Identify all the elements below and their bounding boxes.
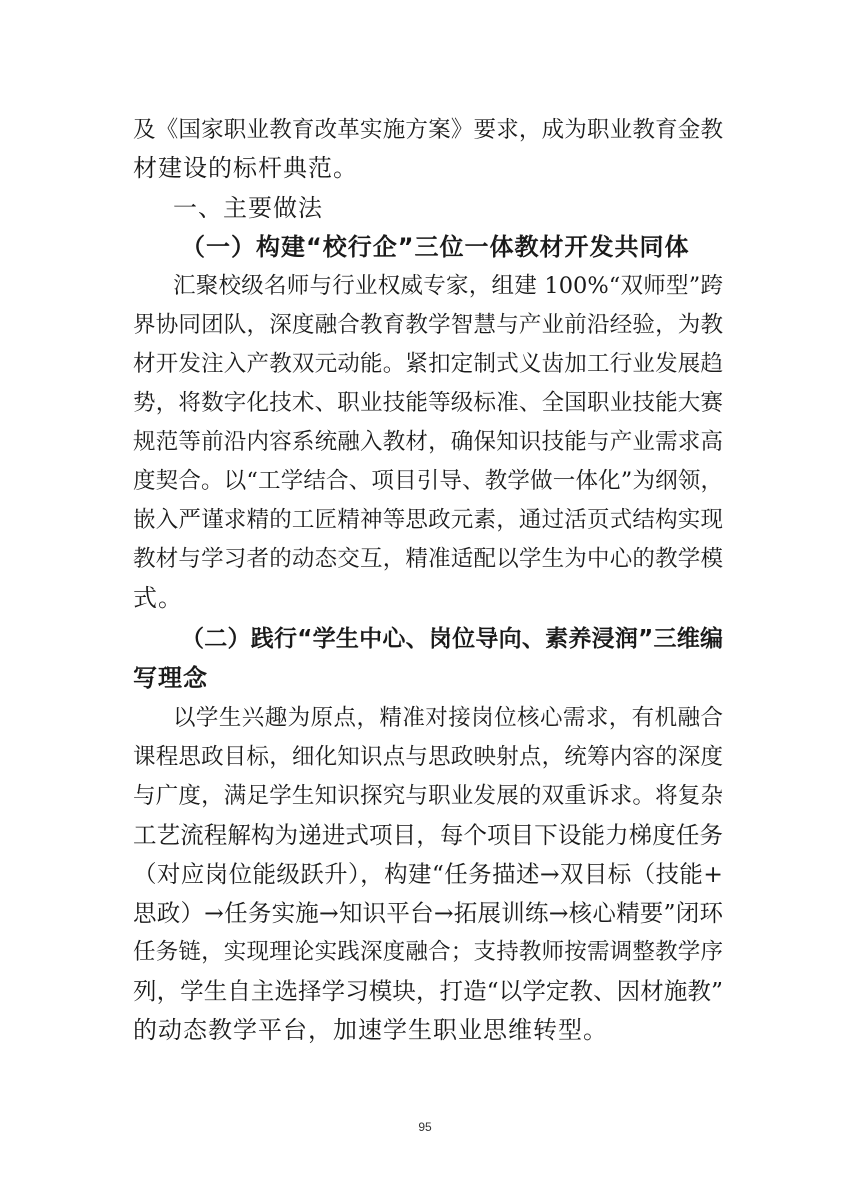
paragraph-line: 任务链，实现理论实践深度融合；支持教师按需调整教学序 [133, 939, 723, 965]
paragraph-line: 课程思政目标，细化知识点与思政映射点，统筹内容的深度 [133, 744, 723, 770]
paragraph-line: 嵌入严谨求精的工匠精神等思政元素，通过活页式结构实现 [133, 507, 723, 533]
paragraph-line: 材建设的标杆典范。 [133, 154, 358, 182]
paragraph-line: 列，学生自主选择学习模块，打造“以学定教、因材施教” [133, 977, 723, 1005]
paragraph-line: 汇聚校级名师与行业权威专家，组建 100%“双师型”跨 [173, 273, 723, 299]
subsection-heading: 写理念 [133, 664, 208, 692]
paragraph-line: 的动态教学平台，加速学生职业思维转型。 [133, 1016, 608, 1044]
paragraph-line: 规范等前沿内容系统融入教材，确保知识技能与产业需求高 [133, 429, 723, 455]
paragraph-line: 以学生兴趣为原点，精准对接岗位核心需求，有机融合 [173, 705, 723, 731]
section-heading: 一、主要做法 [173, 194, 323, 222]
paragraph-line: 界协同团队，深度融合教育教学智慧与产业前沿经验，为教 [133, 312, 723, 338]
paragraph-line: 思政）→任务实施→知识平台→拓展训练→核心精要”闭环 [133, 899, 723, 927]
paragraph-line: 教材与学习者的动态交互，精准适配以学生为中心的教学模 [133, 546, 723, 572]
paragraph-line: 工艺流程解构为递进式项目，每个项目下设能力梯度任务 [133, 821, 723, 849]
paragraph-line: 式。 [133, 584, 183, 612]
subsection-heading: （一）构建“校行企”三位一体教材开发共同体 [181, 233, 690, 261]
paragraph-line: 度契合。以“工学结合、项目引导、教学做一体化”为纲领， [133, 468, 723, 494]
paragraph-line: 势，将数字化技术、职业技能等级标准、全国职业技能大赛 [133, 390, 723, 416]
paragraph-line: 及《国家职业教育改革实施方案》要求，成为职业教育金教 [133, 117, 723, 143]
page-number: 95 [418, 1120, 432, 1134]
subsection-heading: （二）践行“学生中心、岗位导向、素养浸润”三维编 [181, 626, 723, 652]
paragraph-line: 与广度，满足学生知识探究与职业发展的双重诉求。将复杂 [133, 783, 723, 809]
paragraph-line: 材开发注入产教双元动能。紧扣定制式义齿加工行业发展趋 [133, 351, 723, 377]
paragraph-line: （对应岗位能级跃升），构建“任务描述→双目标（技能+ [133, 860, 723, 888]
